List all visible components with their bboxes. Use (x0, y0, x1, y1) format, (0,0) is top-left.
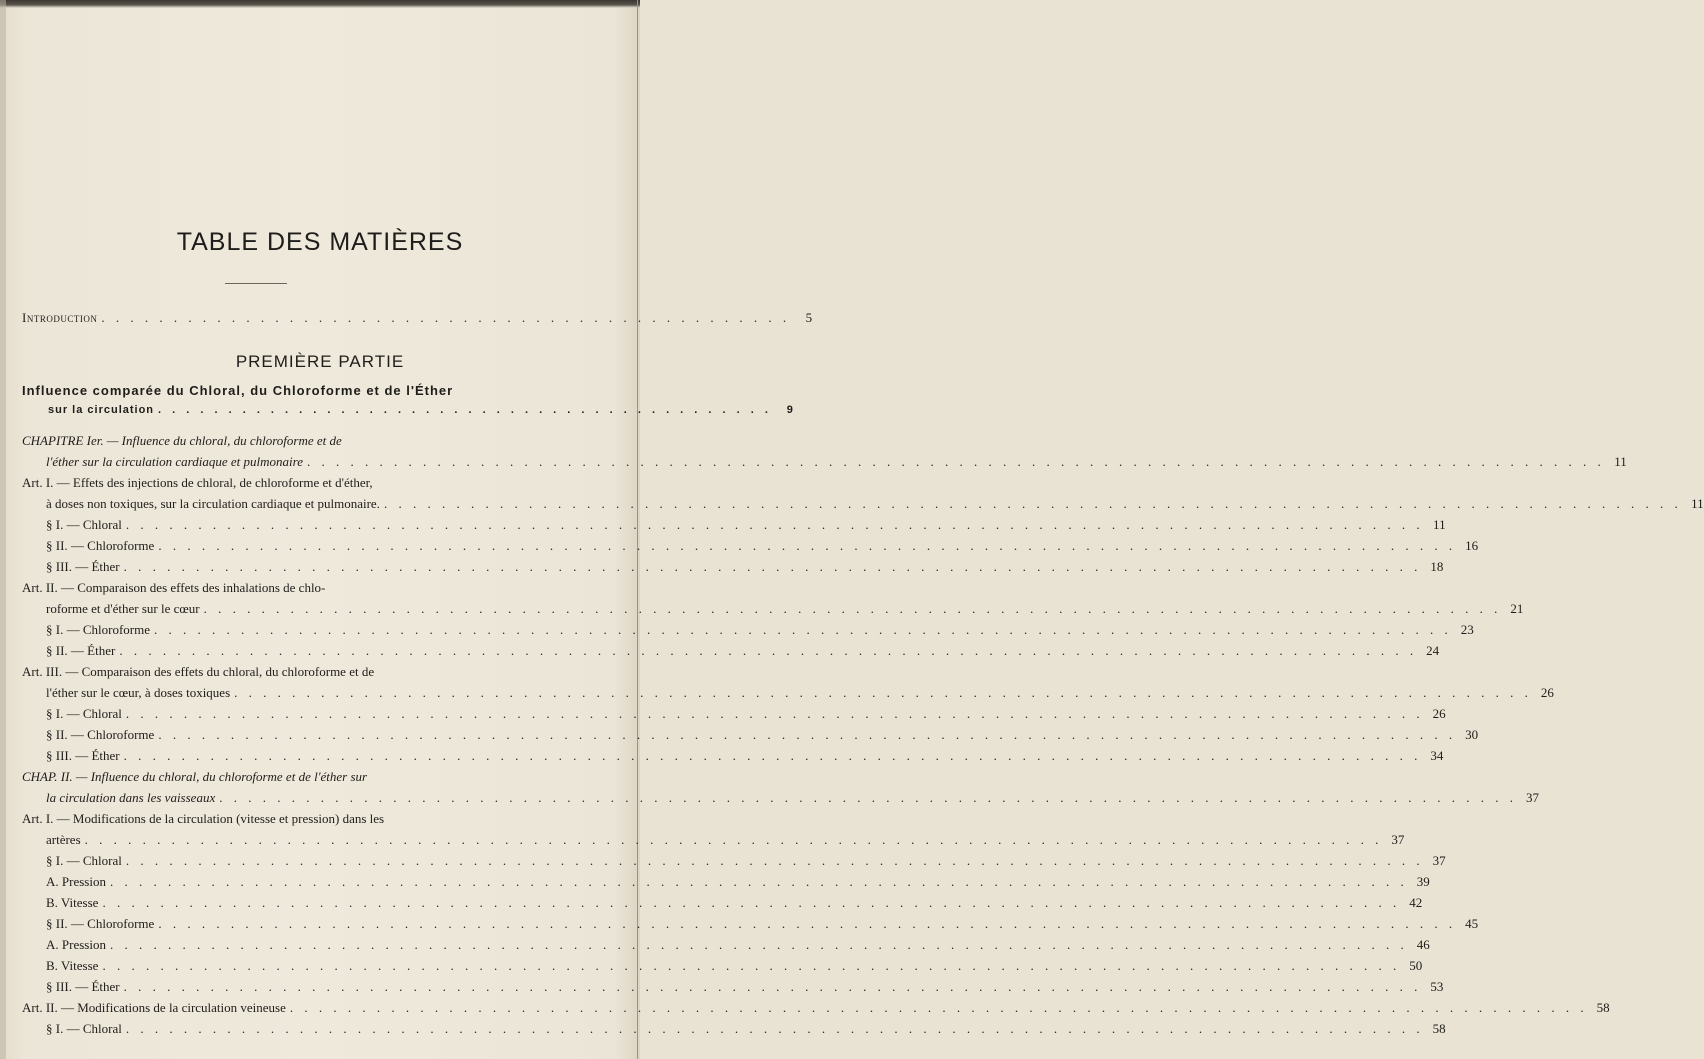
leader-dots: . . . . . . . . . . . . . . . . . . . . . . . . . . . . . . . . . . . . . . . . . . . . . . . . . . . . . . . . . . . . . . . . . . . . . . . . . . . . . . . . . . . . . . . . . . (125, 706, 1424, 721)
page-title: TABLE DES MATIÈRES (176, 228, 464, 256)
toc-page-number: 5 (805, 310, 813, 325)
part-subtitle-line1: Influence comparée du Chloral, du Chloroforme et de l'Éther (22, 383, 454, 398)
toc-page-number: 34 (1430, 748, 1444, 763)
toc-entry (46, 538, 1479, 554)
toc-entry-text: § I. — Chloral (46, 706, 122, 721)
toc-entry-text: § I. — Chloroforme (46, 622, 150, 637)
toc-entry (46, 832, 1405, 848)
toc-entry-text: à doses non toxiques, sur la circulation cardiaque et pulmonaire. (46, 496, 380, 511)
toc-entry (46, 979, 1444, 995)
toc-page-number: 30 (1465, 727, 1479, 742)
toc-page-number: 58 (1596, 1000, 1610, 1015)
toc-entry (46, 601, 1524, 617)
toc-entry-text: CHAP. II. — Influence du chloral, du chloroforme et de l'éther sur (22, 769, 368, 784)
toc-entry (46, 706, 1446, 722)
toc-page-number: 42 (1409, 895, 1423, 910)
toc-entry (46, 958, 1423, 974)
toc-entry-text: Art. II. — Comparaison des effets des inhalations de chlo- (22, 580, 326, 595)
toc-entry-text: § I. — Chloral (46, 517, 122, 532)
toc-entry-text: CHAPITRE Ier. — Influence du chloral, du chloroforme et de (22, 433, 342, 448)
toc-entry-text: § II. — Éther (46, 643, 116, 658)
toc-entry (46, 454, 1627, 470)
toc-introduction (22, 310, 813, 326)
toc-entry-text: Art. III. — Comparaison des effets du chloral, du chloroforme et de (22, 664, 375, 679)
toc-page-number: 21 (1510, 601, 1524, 616)
toc-entry-text: § II. — Chloroforme (46, 538, 155, 553)
toc-entry-text: § III. — Éther (46, 748, 120, 763)
toc-entry (46, 517, 1446, 533)
leader-dots: . . . . . . . . . . . . . . . . . . . . . . . . . . . . . . . . . . . . . . . . . . . . . . . . . . . . . . . . . . . . . . . . . . . . . . . . . . . . . . . . . . . . . . . . . . (158, 916, 1457, 931)
toc-entry (46, 874, 1430, 890)
toc-entry-text: l'éther sur le cœur, à doses toxiques (46, 685, 231, 700)
toc-page-number: 16 (1465, 538, 1479, 553)
page-gutter-shadow (0, 0, 6, 1059)
toc-entry (46, 643, 1440, 659)
leader-dots: . . . . . . . . . . . . . . . . . . . . . . . . . . . . . . . . . . . . . . . . . . . . . . . . . . . . . . . . . . . . . . . . . . . . . . . . . . . . . . . . . . . . . . . . . . (203, 601, 1502, 616)
toc-entry-text: § I. — Chloral (46, 1021, 122, 1036)
toc-entry (46, 496, 1704, 512)
toc-entry-text: Art. II. — Modifications de la circulation veineuse (22, 1000, 286, 1015)
toc-entry-text: Art. I. — Effets des injections de chloral, de chloroforme et d'éther, (22, 475, 373, 490)
toc-entry (46, 685, 1554, 701)
toc-entry-text: roforme et d'éther sur le cœur (46, 601, 200, 616)
leader-dots: . . . . . . . . . . . . . . . . . . . . . . . . . . . . . . . . . . . . . . . . . . . . . . . . . . . . . . . . . . . . . . . . . . . . . . . . . . . . . . . . . . . . . . . . . . (125, 517, 1424, 532)
toc-page-number: 24 (1426, 643, 1440, 658)
leader-dots: . . . . . . . . . . . . . . . . . . . . . . . . . . . . . . . . . . . . . . . . . . . . . . . . . . . . . . . . . . . . . . . . . . . . . . . . . . . . . . . . . . . . . . . . . . (234, 685, 1532, 700)
leader-dots: . . . . . . . . . . . . . . . . . . . . . . . . . . . . . . . . . . . . . . . . . . . . . . . . . . . . . . . . . . . . . . . . . . . . . . . . . . . . . . . . . . . . . . . . . . (123, 979, 1422, 994)
part-subtitle-text: sur la circulation (48, 404, 155, 416)
toc-entry (46, 622, 1474, 638)
toc-entry (22, 1000, 1610, 1016)
toc-entry-text: la circulation dans les vaisseaux (46, 790, 216, 805)
part-heading: PREMIÈRE PARTIE (235, 352, 405, 371)
title-divider (225, 283, 287, 284)
toc-page-number: 18 (1430, 559, 1444, 574)
toc-entry-text: Art. I. — Modifications de la circulation (vitesse et pression) dans les (22, 811, 385, 826)
toc-introduction-label: Introduction (22, 310, 98, 325)
toc-entry (22, 769, 606, 785)
leader-dots: . . . . . . . . . . . . . . . . . . . . . . . . . . . . . . . . . . . . . . . . . . . . . . . . . . . . . . . . . . . . . . . . . . . . . . . . . . . . . . . . . . . . . . . . . . (125, 1021, 1424, 1036)
toc-page-number: 11 (1614, 454, 1627, 469)
leader-dots: . . . . . . . . . . . . . . . . . . . . . . . . . . . . . . . . . . . . . . . . . . . . . . . . . . . . . . . . . . . . . . . . . . . . . . . . . . . . . . . . . . . . . . . . . . (84, 832, 1383, 847)
toc-entry-text: B. Vitesse (46, 958, 99, 973)
leader-dots: . . . . . . . . . . . . . . . . . . . . . . . . . . . . . . . . . . . . . . . . . . . . . . . . . . . . . . . . . . . . . . . . . . . . . . . . . . . . . . . . . . . . . . . . . . (383, 496, 1682, 511)
toc-entry-text: A. Pression (46, 874, 106, 889)
toc-page-number: 53 (1430, 979, 1444, 994)
leader-dots: . . . . . . . . . . . . . . . . . . . . . . . . . . . . . . . . . . . . . . . . . . . . . . . . . . . . . . . . . . . . . . . . . . . . . . . . . . . . . . . . . . . . . . . . . . (306, 454, 1605, 469)
toc-page-number: 11 (1691, 496, 1704, 511)
toc-entry (46, 748, 1444, 764)
toc-entry (22, 475, 606, 491)
toc-page-number: 11 (1433, 517, 1446, 532)
toc-entry (46, 559, 1444, 575)
leader-dots: . . . . . . . . . . . . . . . . . . . . . . . . . . . . . . . . . . . . . . . . . . . . . . . . . . . . . . . . . . . . . . . . . . . . . . . . . . . . . . . . . . . . . . . . . . (219, 790, 1517, 805)
leader-dots: . . . . . . . . . . . . . . . . . . . . . . . . . . . . . . . . . . . . . . . . . . . . . . . . . . . . . . . . . . . . . . . . . . . . . . . . . . . . . . . . . . . . . . . . . . (289, 1000, 1588, 1015)
toc-entry (46, 895, 1423, 911)
toc-page-number: 37 (1432, 853, 1446, 868)
leader-dots: . . . . . . . . . . . . . . . . . . . . . . . . . . . . . . . . . . . . . . . . . . . . . . . . . . . . . . . . . . . . . . . . . . . . . . . . . . . . . . . . . . . . . . . . . . (123, 748, 1422, 763)
toc-page-number: 50 (1409, 958, 1423, 973)
leader-dots: . . . . . . . . . . . . . . . . . . . . . . . . . . . . . . . . . . . . . . . . . . . . . . . . . . . . . . . . . . . . . . . . . . . . . . . . . . . . . . . . . . . . . . . . . . (125, 853, 1424, 868)
toc-page-number: 45 (1465, 916, 1479, 931)
toc-entry (22, 664, 606, 680)
toc-entry (22, 433, 606, 449)
toc-page-number: 23 (1460, 622, 1474, 637)
toc-page-number: 37 (1525, 790, 1539, 805)
toc-entry-text: A. Pression (46, 937, 106, 952)
leader-dots: . . . . . . . . . . . . . . . . . . . . . . . . . . . . . . . . . . . . . . . . . . . . . . . . . . . . . . . . . . . . . . . . . . . . . . . . . . . . . . . . . . . . . . . . . . (123, 559, 1422, 574)
leader-dots: . . . . . . . . . . . . . . . . . . . . . . . . . . . . . . . . . . . . . . . . . . . . . . . . . . . . . . . . . . . . . . . . . . . . . . . . . . . . . . . . . . . . . . . . . . (158, 727, 1457, 742)
toc-entry (46, 853, 1446, 869)
toc-entry (46, 916, 1479, 932)
part-subtitle-line2 (48, 404, 794, 416)
leader-dots: . . . . . . . . . . . . . . . . . . . . . . . . . . . . . . . . . . . . . . . . . . . . . . . . (101, 310, 791, 325)
leader-dots: . . . . . . . . . . . . . . . . . . . . . . . . . . . . . . . . . . . . . . . . . . . . . . . . . . . . . . . . . . . . . . . . . . . . . . . . . . . . . . . . . . . . . . . . . . (102, 895, 1401, 910)
toc-entry (46, 937, 1430, 953)
toc-entry-text: § III. — Éther (46, 979, 120, 994)
toc-page-number: 9 (786, 404, 794, 416)
toc-entry (46, 790, 1539, 806)
toc-entry-text: B. Vitesse (46, 895, 99, 910)
leader-dots: . . . . . . . . . . . . . . . . . . . . . . . . . . . . . . . . . . . . . . . . . . . . . . . . . . . . . . . . . . . . . . . . . . . . . . . . . . . . . . . . . . . . . . . . . . (102, 958, 1401, 973)
toc-entry (22, 811, 606, 827)
toc-page-number: 26 (1432, 706, 1446, 721)
toc-entry-text: l'éther sur la circulation cardiaque et pulmonaire (46, 454, 303, 469)
toc-entry (46, 1021, 1446, 1037)
toc-entry-text: § II. — Chloroforme (46, 916, 155, 931)
toc-page-number: 46 (1416, 937, 1430, 952)
toc-page-number: 26 (1540, 685, 1554, 700)
leader-dots: . . . . . . . . . . . . . . . . . . . . . . . . . . . . . . . . . . . . . . . . . . . . . . . . . . . . . . . . . . . . . . . . . . . . . . . . . . . . . . . . . . . . . . . . . . (109, 874, 1408, 889)
leader-dots: . . . . . . . . . . . . . . . . . . . . . . . . . . . . . . . . . . . . . . . . . . . . . . . . . . . . . . . . . . . . . . . . . . . . . . . . . . . . . . . . . . . . . . . . . . (119, 643, 1418, 658)
toc-page-number: 37 (1391, 832, 1405, 847)
toc-entry (46, 727, 1479, 743)
page-top-edge (0, 0, 640, 8)
leader-dots: . . . . . . . . . . . . . . . . . . . . . . . . . . . . . . . . . . . . . . . . . . . . . . . . . . . . . . . . . . . . . . . . . . . . . . . . . . . . . . . . . . . . . . . . . . (158, 538, 1457, 553)
toc-entry-text: artères (46, 832, 81, 847)
leader-dots: . . . . . . . . . . . . . . . . . . . . . . . . . . . . . . . . . . . . . . . . . . . . (158, 404, 772, 416)
leader-dots: . . . . . . . . . . . . . . . . . . . . . . . . . . . . . . . . . . . . . . . . . . . . . . . . . . . . . . . . . . . . . . . . . . . . . . . . . . . . . . . . . . . . . . . . . . (153, 622, 1452, 637)
toc-page-number: 39 (1416, 874, 1430, 889)
toc-entry-text: § III. — Éther (46, 559, 120, 574)
toc-entry-text: § I. — Chloral (46, 853, 122, 868)
toc-entry (22, 580, 606, 596)
toc-entry-text: § II. — Chloroforme (46, 727, 155, 742)
leader-dots: . . . . . . . . . . . . . . . . . . . . . . . . . . . . . . . . . . . . . . . . . . . . . . . . . . . . . . . . . . . . . . . . . . . . . . . . . . . . . . . . . . . . . . . . . . (109, 937, 1408, 952)
toc-page-number: 58 (1432, 1021, 1446, 1036)
